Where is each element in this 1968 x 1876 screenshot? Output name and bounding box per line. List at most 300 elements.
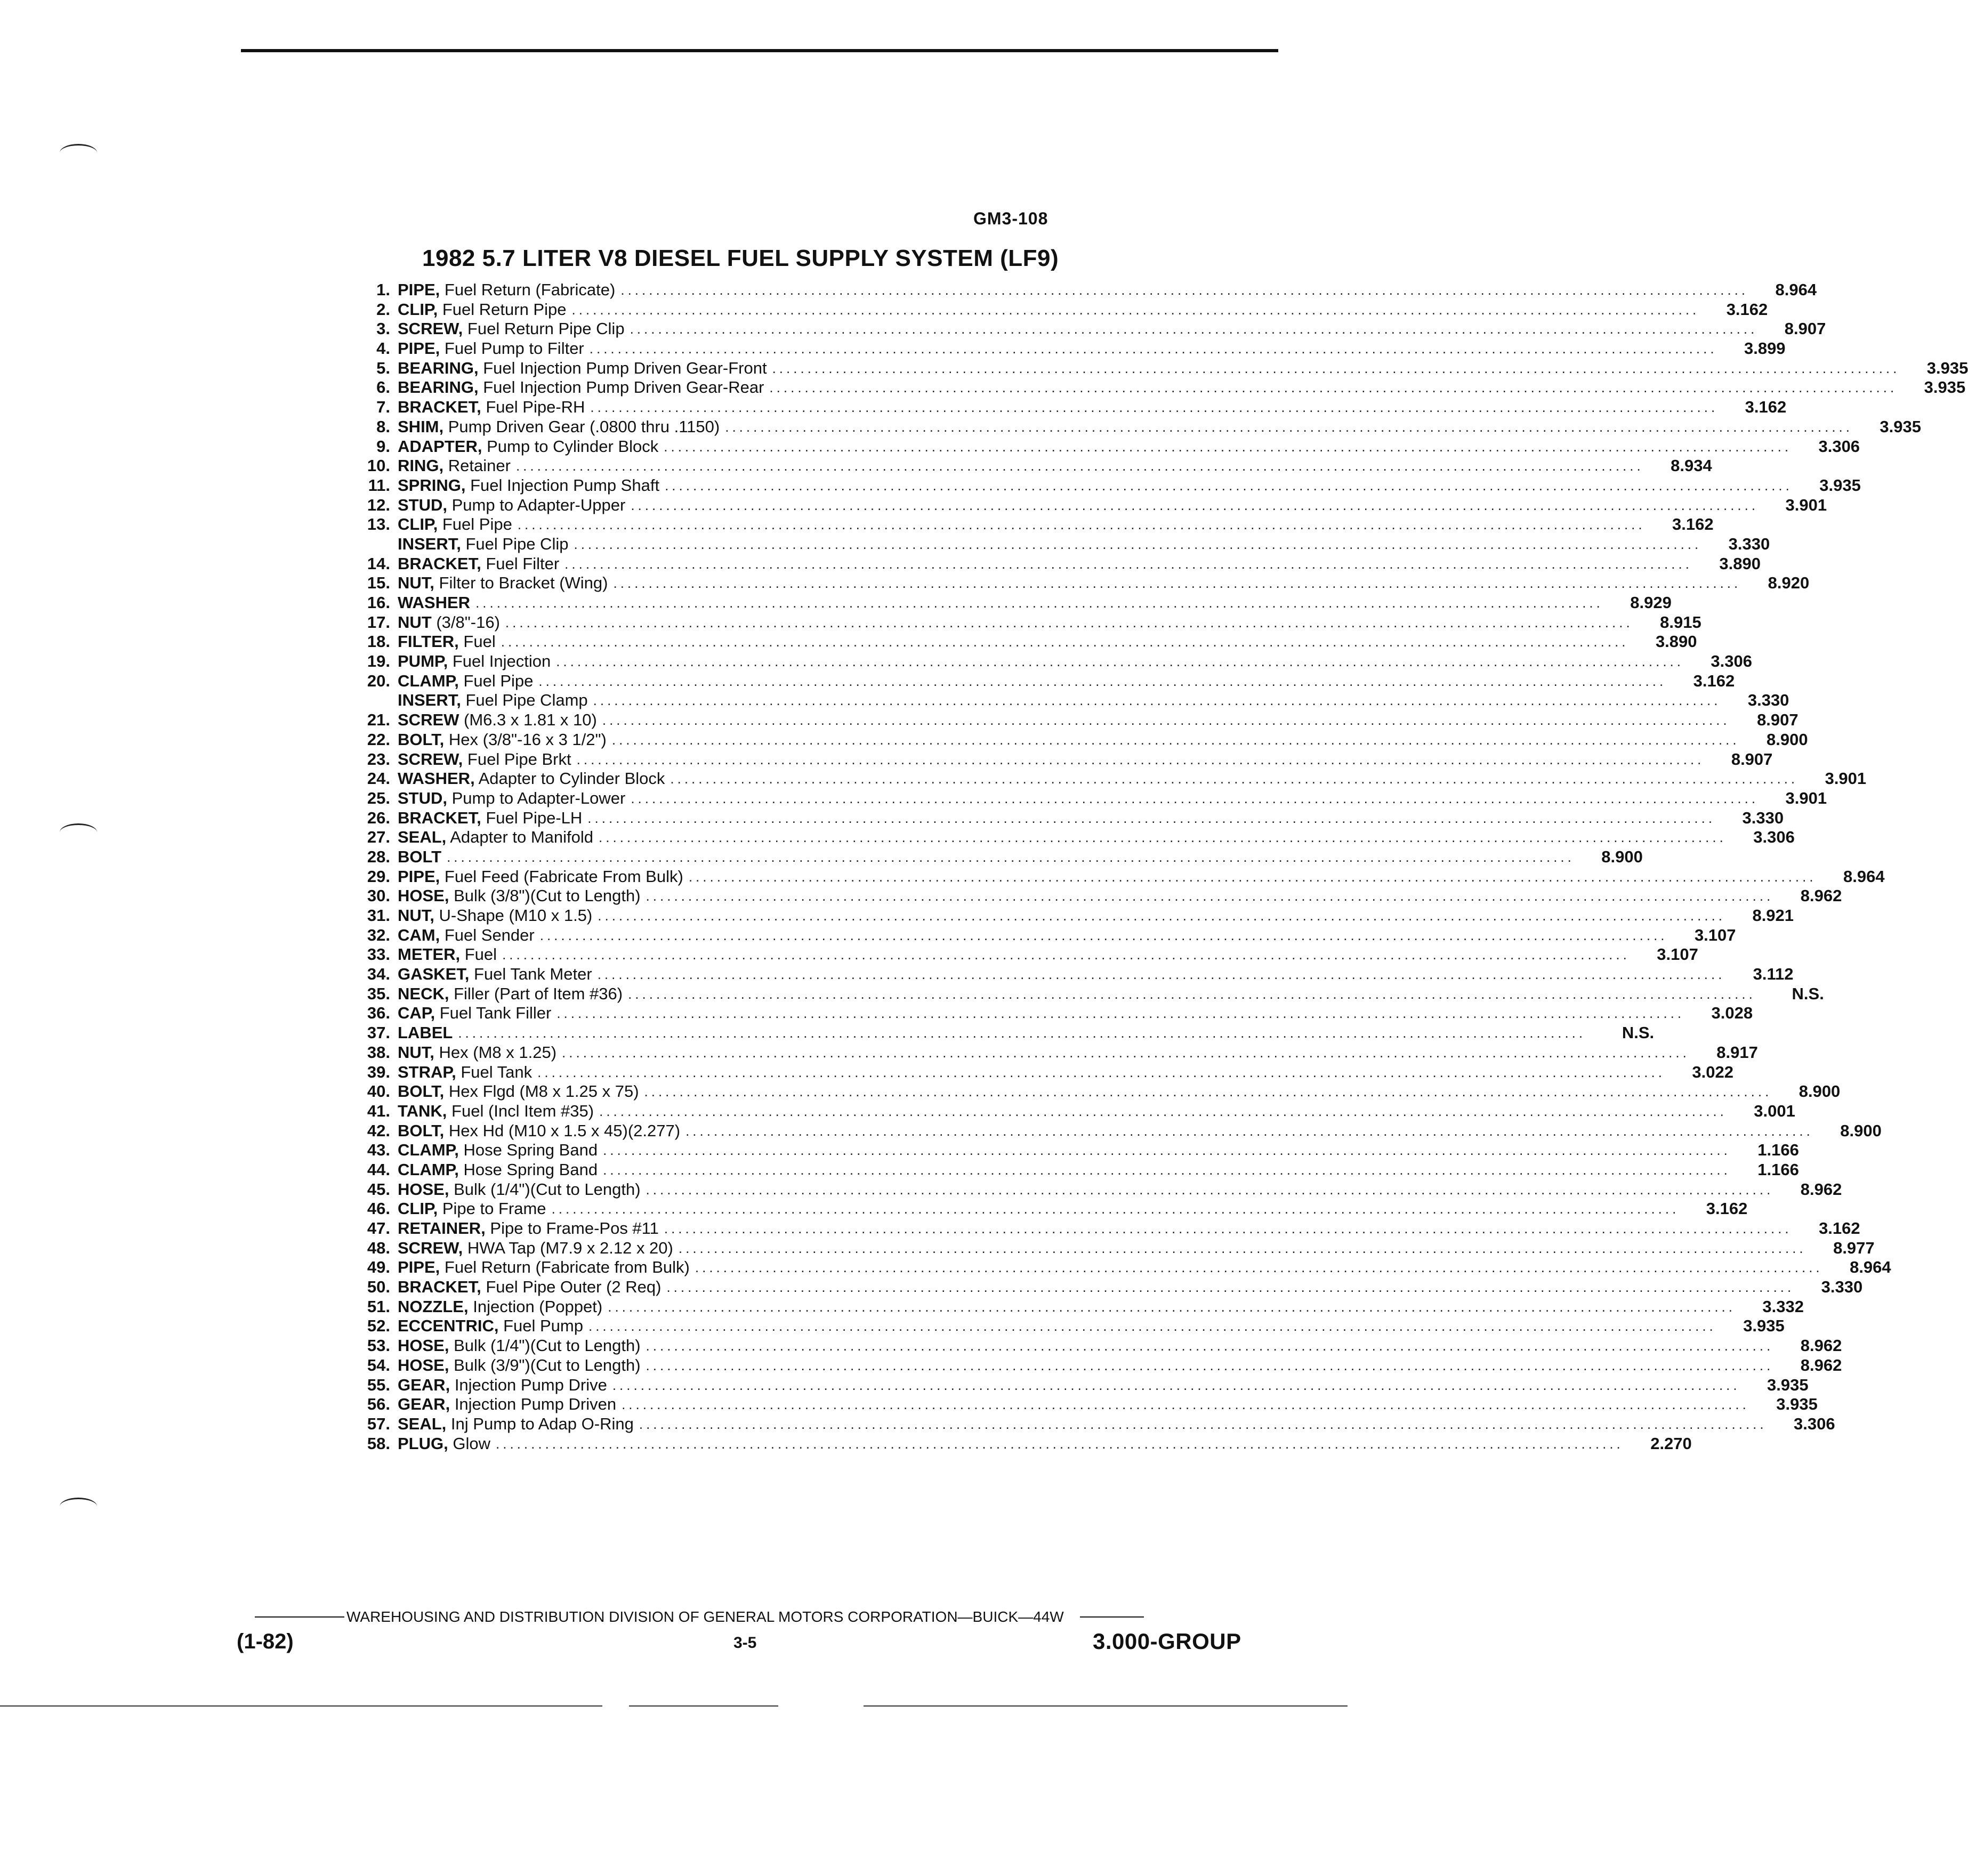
part-detail: Pipe to Frame bbox=[442, 1199, 546, 1218]
group-number: 3.028 bbox=[1711, 1004, 1753, 1023]
list-item bbox=[352, 847, 1643, 867]
item-number: 5. bbox=[376, 358, 390, 377]
item-number: 40. bbox=[367, 1082, 390, 1101]
item-number: 44. bbox=[367, 1160, 390, 1179]
list-item bbox=[352, 1101, 1795, 1121]
list-item bbox=[352, 1004, 1753, 1023]
bottom-rule bbox=[864, 1705, 1348, 1707]
group-number: 8.934 bbox=[1671, 456, 1712, 475]
item-description bbox=[398, 1356, 1773, 1375]
item-description bbox=[398, 926, 1668, 945]
part-name: SCREW, bbox=[398, 319, 463, 338]
list-item bbox=[352, 906, 1794, 926]
part-name: INSERT, bbox=[398, 534, 461, 553]
item-number: 47. bbox=[367, 1219, 390, 1238]
item-text bbox=[398, 847, 447, 867]
item-text bbox=[398, 1102, 599, 1121]
part-detail: Fuel Pipe Clip bbox=[465, 534, 569, 553]
item-number: 43. bbox=[367, 1141, 390, 1160]
item-description bbox=[398, 1043, 1690, 1062]
list-item bbox=[352, 886, 1842, 906]
item-text bbox=[398, 300, 571, 319]
item-number: 26. bbox=[367, 808, 390, 827]
item-number: 15. bbox=[367, 573, 390, 593]
footer-division-text: WAREHOUSING AND DISTRIBUTION DIVISION OF GENERAL MOTORS CORPORATION—BUICK—44W bbox=[346, 1608, 1064, 1625]
part-name: WASHER bbox=[398, 593, 471, 612]
item-number: 35. bbox=[367, 984, 390, 1003]
dot-leader: ................................................................................................................................................................ bbox=[608, 1298, 1736, 1315]
item-description bbox=[398, 1239, 1806, 1258]
group-number: 8.964 bbox=[1850, 1258, 1891, 1277]
item-text bbox=[398, 1160, 603, 1179]
item-description bbox=[398, 280, 1748, 300]
list-item bbox=[352, 1434, 1692, 1454]
dot-leader: ................................................................................................................................................................ bbox=[666, 1279, 1795, 1296]
list-item bbox=[352, 456, 1712, 476]
item-number: 56. bbox=[367, 1395, 390, 1414]
list-item bbox=[352, 1258, 1891, 1277]
part-name: STRAP, bbox=[398, 1062, 456, 1081]
group-number: N.S. bbox=[1792, 984, 1824, 1003]
dot-leader: ................................................................................................................................................................ bbox=[587, 810, 1716, 826]
item-text bbox=[398, 1199, 552, 1218]
item-number: 9. bbox=[376, 436, 390, 456]
group-number: 3.162 bbox=[1745, 398, 1787, 417]
item-text bbox=[398, 886, 646, 905]
item-description bbox=[398, 1063, 1665, 1082]
list-item bbox=[352, 1395, 1818, 1414]
part-name: NECK, bbox=[398, 984, 449, 1003]
dot-leader: ................................................................................................................................................................ bbox=[571, 301, 1700, 318]
group-number: 1.166 bbox=[1757, 1160, 1799, 1179]
item-text bbox=[398, 1141, 603, 1160]
dot-leader: ................................................................................................................................................................ bbox=[589, 341, 1717, 357]
part-detail: Glow bbox=[453, 1434, 490, 1453]
part-name: PIPE, bbox=[398, 867, 440, 886]
list-item bbox=[352, 1277, 1863, 1297]
part-detail: Injection Pump Driven bbox=[454, 1395, 617, 1414]
list-item bbox=[352, 1160, 1799, 1180]
part-name: GEAR, bbox=[398, 1375, 450, 1394]
part-name: HOSE, bbox=[398, 1355, 449, 1374]
list-item bbox=[352, 1179, 1842, 1200]
group-number: 3.162 bbox=[1672, 515, 1714, 534]
group-number: 3.162 bbox=[1693, 671, 1735, 690]
part-detail: Pump Driven Gear (.0800 thru .1150) bbox=[448, 417, 720, 436]
item-number: 51. bbox=[367, 1297, 390, 1316]
item-description bbox=[398, 1023, 1586, 1042]
group-number: 3.306 bbox=[1794, 1414, 1835, 1433]
list-item bbox=[352, 1297, 1804, 1317]
item-text bbox=[398, 828, 599, 847]
group-number: 3.899 bbox=[1744, 339, 1786, 358]
group-number: 3.022 bbox=[1692, 1062, 1733, 1081]
dot-leader: ................................................................................................................................................................ bbox=[556, 653, 1684, 670]
dot-leader: ................................................................................................................................................................ bbox=[576, 751, 1705, 767]
part-detail: Fuel Return (Fabricate from Bulk) bbox=[444, 1258, 690, 1277]
list-item bbox=[352, 808, 1784, 828]
group-number: 3.901 bbox=[1785, 495, 1827, 514]
item-description bbox=[398, 1199, 1679, 1218]
part-name: BOLT bbox=[398, 847, 442, 866]
part-name: PIPE, bbox=[398, 1258, 440, 1277]
part-detail: Adapter to Manifold bbox=[450, 828, 594, 847]
item-number: 1. bbox=[376, 280, 390, 299]
item-text bbox=[398, 652, 556, 671]
part-detail: Hex (3/8"-16 x 3 1/2") bbox=[448, 730, 607, 749]
bottom-rule bbox=[0, 1705, 602, 1707]
item-text bbox=[398, 789, 631, 808]
group-number: 8.929 bbox=[1630, 593, 1672, 612]
part-detail: Bulk (1/4")(Cut to Length) bbox=[454, 1336, 641, 1355]
item-text bbox=[398, 1297, 608, 1316]
dot-leader: ................................................................................................................................................................ bbox=[515, 458, 1644, 474]
part-detail: Pump to Adapter-Lower bbox=[451, 788, 626, 807]
item-description bbox=[398, 1258, 1823, 1277]
item-text bbox=[398, 573, 613, 593]
item-number: 30. bbox=[367, 886, 390, 905]
item-number: 55. bbox=[367, 1375, 390, 1394]
item-description bbox=[398, 1434, 1624, 1453]
item-description bbox=[398, 672, 1666, 691]
part-detail: Retainer bbox=[448, 456, 511, 475]
item-description bbox=[398, 1180, 1773, 1199]
dot-leader: ................................................................................................................................................................ bbox=[564, 555, 1692, 572]
part-name: CAM, bbox=[398, 925, 440, 944]
item-description bbox=[398, 554, 1692, 573]
item-text bbox=[398, 1414, 639, 1434]
item-description bbox=[398, 691, 1721, 710]
item-description bbox=[398, 613, 1633, 632]
item-text bbox=[398, 515, 518, 534]
item-description bbox=[398, 652, 1684, 671]
item-description bbox=[398, 300, 1699, 319]
part-detail: Fuel Pump bbox=[503, 1316, 583, 1336]
list-item bbox=[352, 1238, 1875, 1258]
item-text bbox=[398, 1336, 646, 1355]
item-number: 57. bbox=[367, 1414, 390, 1433]
dot-leader: ................................................................................................................................................................ bbox=[646, 1357, 1774, 1373]
part-name: BRACKET, bbox=[398, 808, 481, 827]
group-number: 8.917 bbox=[1716, 1042, 1758, 1062]
item-description bbox=[398, 1082, 1772, 1101]
item-number: 52. bbox=[367, 1316, 390, 1336]
part-detail: Adapter to Cylinder Block bbox=[478, 769, 665, 788]
group-number: 3.901 bbox=[1785, 788, 1827, 807]
part-name: TANK, bbox=[398, 1101, 447, 1120]
item-description bbox=[398, 886, 1773, 905]
part-detail: Fuel Tank Filler bbox=[439, 1004, 552, 1023]
group-number: 3.935 bbox=[1926, 358, 1968, 377]
item-text bbox=[398, 398, 590, 417]
dot-leader: ................................................................................................................................................................ bbox=[593, 692, 1721, 709]
part-name: SHIM, bbox=[398, 417, 444, 436]
list-item bbox=[352, 593, 1672, 613]
part-detail: U-Shape (M10 x 1.5) bbox=[439, 906, 593, 925]
item-text bbox=[398, 1376, 612, 1395]
group-number: 3.330 bbox=[1747, 691, 1789, 710]
item-text bbox=[398, 554, 564, 573]
group-number: 3.306 bbox=[1818, 436, 1860, 456]
item-text bbox=[398, 710, 602, 730]
item-text bbox=[398, 535, 574, 554]
item-number: 2. bbox=[376, 300, 390, 319]
part-detail: Bulk (3/8")(Cut to Length) bbox=[454, 886, 641, 905]
item-number: 4. bbox=[376, 339, 390, 358]
dot-leader: ................................................................................................................................................................ bbox=[574, 536, 1702, 552]
list-item bbox=[352, 554, 1761, 574]
group-number: 3.112 bbox=[1753, 965, 1794, 984]
group-number: N.S. bbox=[1622, 1023, 1655, 1042]
group-number: 3.107 bbox=[1694, 925, 1736, 944]
list-item bbox=[352, 515, 1714, 535]
part-detail: Fuel Pipe-RH bbox=[486, 398, 585, 417]
item-text bbox=[398, 593, 475, 612]
list-item bbox=[352, 984, 1824, 1004]
list-item bbox=[352, 495, 1827, 515]
dot-leader: ................................................................................................................................................................ bbox=[631, 497, 1759, 513]
part-detail: Fuel Pipe bbox=[463, 671, 534, 690]
dot-leader: ................................................................................................................................................................ bbox=[602, 712, 1730, 729]
part-detail: Fuel Filter bbox=[486, 554, 560, 573]
part-detail: HWA Tap (M7.9 x 2.12 x 20) bbox=[467, 1238, 673, 1257]
part-name: GASKET, bbox=[398, 965, 470, 984]
list-item bbox=[352, 828, 1795, 847]
part-detail: Fuel Pump to Filter bbox=[444, 339, 584, 358]
item-number: 37. bbox=[367, 1023, 390, 1042]
item-number: 25. bbox=[367, 788, 390, 807]
part-detail: Hose Spring Band bbox=[463, 1141, 598, 1160]
item-description bbox=[398, 828, 1727, 847]
item-number: 11. bbox=[368, 475, 390, 495]
dot-leader: ................................................................................................................................................................ bbox=[599, 829, 1727, 846]
part-name: SCREW bbox=[398, 710, 459, 730]
group-number: 8.907 bbox=[1757, 710, 1798, 730]
item-description bbox=[398, 573, 1741, 593]
item-description bbox=[398, 437, 1792, 456]
list-item bbox=[352, 1316, 1785, 1336]
dot-leader: ................................................................................................................................................................ bbox=[646, 1338, 1774, 1354]
group-number: 1.166 bbox=[1757, 1141, 1799, 1160]
part-name: BEARING, bbox=[398, 378, 479, 397]
item-number: 19. bbox=[367, 652, 390, 671]
list-item bbox=[352, 1219, 1860, 1239]
part-detail: Hex Hd (M10 x 1.5 x 45)(2.277) bbox=[448, 1121, 681, 1140]
part-name: SPRING, bbox=[398, 475, 466, 495]
part-name: ECCENTRIC, bbox=[398, 1316, 499, 1336]
dot-leader: ................................................................................................................................................................ bbox=[447, 848, 1575, 865]
dot-leader: ................................................................................................................................................................ bbox=[639, 1416, 1767, 1432]
list-item bbox=[352, 1375, 1809, 1395]
item-number: 8. bbox=[376, 417, 390, 436]
part-name: ADAPTER, bbox=[398, 436, 482, 456]
item-description bbox=[398, 339, 1717, 358]
item-text bbox=[398, 691, 593, 710]
item-number: 49. bbox=[367, 1258, 390, 1277]
group-number: 3.162 bbox=[1726, 300, 1768, 319]
group-number: 8.962 bbox=[1800, 1179, 1842, 1199]
item-text bbox=[398, 319, 630, 338]
group-number: 8.962 bbox=[1800, 1336, 1842, 1355]
list-item bbox=[352, 1062, 1733, 1082]
dot-leader: ................................................................................................................................................................ bbox=[502, 947, 1630, 963]
list-item bbox=[352, 1355, 1842, 1376]
list-item bbox=[352, 652, 1752, 672]
part-detail: Fuel Pipe-LH bbox=[486, 808, 583, 827]
item-description bbox=[398, 476, 1793, 495]
group-number: 3.306 bbox=[1753, 828, 1795, 847]
group-number: 8.921 bbox=[1752, 906, 1794, 925]
dot-leader: ................................................................................................................................................................ bbox=[695, 1259, 1823, 1276]
part-detail: Pump to Cylinder Block bbox=[487, 436, 659, 456]
part-name: BOLT, bbox=[398, 1121, 445, 1140]
dot-leader: ................................................................................................................................................................ bbox=[670, 771, 1798, 787]
item-description bbox=[398, 1277, 1794, 1297]
part-name: RETAINER, bbox=[398, 1219, 486, 1238]
item-text bbox=[398, 926, 540, 945]
item-number: 22. bbox=[367, 730, 390, 749]
item-text bbox=[398, 1239, 679, 1258]
group-number: 8.907 bbox=[1731, 749, 1773, 769]
part-name: CLAMP, bbox=[398, 1141, 459, 1160]
item-text bbox=[398, 1316, 588, 1336]
part-name: GEAR, bbox=[398, 1395, 450, 1414]
group-number: 3.330 bbox=[1742, 808, 1784, 827]
list-item bbox=[352, 671, 1735, 691]
dot-leader: ................................................................................................................................................................ bbox=[588, 1318, 1716, 1335]
group-number: 8.907 bbox=[1784, 319, 1826, 338]
list-item bbox=[352, 710, 1798, 730]
group-number: 3.332 bbox=[1762, 1297, 1804, 1316]
dot-leader: ................................................................................................................................................................ bbox=[599, 1103, 1727, 1119]
part-detail: Fuel Injection Pump Shaft bbox=[470, 475, 660, 495]
part-name: LABEL bbox=[398, 1023, 453, 1042]
item-number: 53. bbox=[367, 1336, 390, 1355]
group-number: 8.900 bbox=[1601, 847, 1643, 866]
list-item bbox=[352, 300, 1768, 320]
item-text bbox=[398, 1356, 646, 1375]
item-description bbox=[398, 730, 1740, 749]
item-description bbox=[398, 867, 1817, 886]
list-item bbox=[352, 475, 1861, 496]
item-text bbox=[398, 867, 689, 886]
item-text bbox=[398, 1063, 537, 1082]
part-name: NOZZLE, bbox=[398, 1297, 469, 1316]
dot-leader: ................................................................................................................................................................ bbox=[646, 888, 1774, 904]
list-item bbox=[352, 691, 1789, 710]
part-name: CLAMP, bbox=[398, 671, 459, 690]
item-description bbox=[398, 632, 1629, 651]
part-detail: Fuel (Incl Item #35) bbox=[451, 1101, 594, 1120]
group-number: 8.964 bbox=[1775, 280, 1817, 299]
scan-mark bbox=[60, 1498, 97, 1515]
item-description bbox=[398, 1141, 1731, 1160]
group-number: 8.920 bbox=[1768, 573, 1810, 593]
part-detail: Hose Spring Band bbox=[463, 1160, 598, 1179]
group-number: 8.964 bbox=[1843, 867, 1885, 886]
group-number: 8.900 bbox=[1798, 1082, 1841, 1101]
item-text bbox=[398, 1434, 496, 1453]
item-text bbox=[398, 1395, 622, 1414]
list-item bbox=[352, 1121, 1882, 1141]
part-name: FILTER, bbox=[398, 632, 459, 651]
dot-leader: ................................................................................................................................................................ bbox=[501, 634, 1629, 650]
item-text bbox=[398, 417, 725, 436]
item-text bbox=[398, 613, 505, 632]
item-text bbox=[398, 808, 587, 828]
part-name: PIPE, bbox=[398, 339, 440, 358]
list-item bbox=[352, 436, 1860, 457]
part-detail: Injection Pump Drive bbox=[454, 1375, 607, 1394]
footer-date: (1-82) bbox=[237, 1630, 294, 1653]
item-description bbox=[398, 1395, 1749, 1414]
item-number: 48. bbox=[367, 1238, 390, 1257]
group-number: 8.900 bbox=[1840, 1121, 1882, 1140]
part-detail: Fuel Pipe Clamp bbox=[465, 691, 588, 710]
item-number: 3. bbox=[376, 319, 390, 338]
item-description bbox=[398, 1297, 1736, 1316]
item-text bbox=[398, 1121, 685, 1141]
item-text bbox=[398, 1219, 664, 1238]
part-name: BEARING, bbox=[398, 358, 479, 377]
item-description bbox=[398, 456, 1644, 475]
group-number: 8.962 bbox=[1800, 886, 1842, 905]
part-name: SCREW, bbox=[398, 1238, 463, 1257]
item-text bbox=[398, 945, 502, 964]
item-text bbox=[398, 672, 538, 691]
item-description bbox=[398, 1004, 1684, 1023]
part-detail: Fuel Return (Fabricate) bbox=[444, 280, 616, 299]
item-description bbox=[398, 965, 1725, 984]
part-name: NUT, bbox=[398, 573, 434, 593]
part-name: RING, bbox=[398, 456, 444, 475]
top-rule bbox=[241, 49, 1278, 52]
group-number: 3.107 bbox=[1657, 945, 1698, 964]
scan-mark bbox=[60, 823, 97, 841]
item-text bbox=[398, 437, 664, 456]
part-name: CLIP, bbox=[398, 515, 438, 534]
part-name: HOSE, bbox=[398, 1336, 449, 1355]
part-name: BRACKET, bbox=[398, 398, 481, 417]
part-name: NUT bbox=[398, 612, 432, 632]
item-number: 34. bbox=[367, 965, 390, 984]
item-description bbox=[398, 750, 1704, 769]
item-description bbox=[398, 789, 1759, 808]
dot-leader: ................................................................................................................................................................ bbox=[772, 360, 1900, 376]
part-name: PIPE, bbox=[398, 280, 440, 299]
group-number: 8.962 bbox=[1800, 1355, 1842, 1374]
dot-leader: ................................................................................................................................................................ bbox=[603, 1161, 1731, 1178]
part-name: METER, bbox=[398, 945, 461, 964]
part-detail: Fuel Return Pipe bbox=[442, 300, 567, 319]
dot-leader: ................................................................................................................................................................ bbox=[620, 282, 1749, 298]
item-text bbox=[398, 476, 665, 495]
group-number: 3.330 bbox=[1821, 1277, 1863, 1297]
dot-leader: ................................................................................................................................................................ bbox=[631, 790, 1759, 806]
list-item bbox=[352, 769, 1867, 789]
part-name: HOSE, bbox=[398, 1179, 449, 1199]
item-description bbox=[398, 496, 1759, 515]
item-description bbox=[398, 319, 1757, 338]
item-text bbox=[398, 1043, 562, 1062]
item-number: 39. bbox=[367, 1062, 390, 1081]
item-text bbox=[398, 769, 670, 788]
dot-leader: ................................................................................................................................................................ bbox=[611, 731, 1740, 748]
item-number: 31. bbox=[367, 906, 390, 925]
item-description bbox=[398, 535, 1701, 554]
item-description bbox=[398, 593, 1603, 612]
item-text bbox=[398, 1004, 556, 1023]
